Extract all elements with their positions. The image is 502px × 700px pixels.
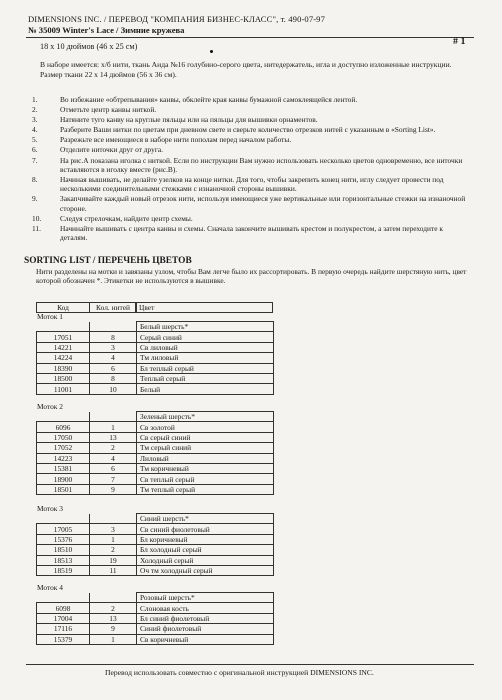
wool-color-cell: Синий шерсть* bbox=[137, 514, 274, 524]
sorting-list-description: Нити разделены на мотки и завязаны узлом, чтобы Вам легче было их рассортировать. В первую очередь найдите шерстяную нить, цвет которой обозначен *. Этикетки не используются в вышивке. bbox=[36, 267, 467, 286]
instruction-step bbox=[20, 175, 470, 194]
table-row bbox=[37, 555, 274, 565]
table-row bbox=[37, 603, 274, 613]
table-row bbox=[37, 634, 274, 644]
step-text: Закапчивайте каждый новый отрезок нити, используя имеющиеся уже вертикальные или горизонтальные стежки на изнаночной стороне. bbox=[60, 194, 466, 213]
count-cell: 2 bbox=[90, 443, 137, 453]
step-number: 2. bbox=[32, 105, 38, 115]
step-number: 5. bbox=[32, 135, 38, 145]
code-cell: 6098 bbox=[37, 603, 90, 613]
table-row bbox=[37, 363, 274, 373]
skein-group-table bbox=[36, 592, 274, 645]
code-cell: 18900 bbox=[37, 474, 90, 484]
table-row bbox=[37, 534, 274, 544]
skein-group-label: Моток 2 bbox=[37, 402, 63, 411]
skein-wool-row bbox=[37, 593, 274, 603]
table-row bbox=[37, 432, 274, 442]
table-row bbox=[37, 453, 274, 463]
count-cell: 9 bbox=[90, 624, 137, 634]
step-number: 6. bbox=[32, 145, 38, 155]
code-cell: 14223 bbox=[37, 453, 90, 463]
count-cell: 8 bbox=[90, 332, 137, 342]
count-cell: 4 bbox=[90, 453, 137, 463]
step-text: Разберите Ваши нитки по цветам при дневном свете и сверьте количество отрезков нитей с указанным в «Sorting List». bbox=[60, 125, 436, 135]
count-cell: 6 bbox=[90, 363, 137, 373]
instruction-step bbox=[20, 135, 470, 144]
color-cell: Тм коричневый bbox=[137, 463, 274, 473]
table-row bbox=[37, 463, 274, 473]
code-cell: 18500 bbox=[37, 373, 90, 383]
skein-wool-row bbox=[37, 412, 274, 422]
empty-cell bbox=[37, 412, 90, 422]
footer-rule bbox=[26, 664, 474, 665]
count-cell: 2 bbox=[90, 545, 137, 555]
color-cell: Св коричневый bbox=[137, 634, 274, 644]
count-cell: 10 bbox=[90, 384, 137, 394]
step-text: Следуя стрелочкам, найдите центр схемы. bbox=[60, 213, 193, 223]
color-cell: Тм лиловый bbox=[137, 353, 274, 363]
color-cell: Тм серый синий bbox=[137, 443, 274, 453]
color-cell: Холодный серый bbox=[137, 555, 274, 565]
column-header-count: Кол. нитей bbox=[89, 302, 137, 313]
instruction-step bbox=[20, 145, 470, 154]
count-cell: 8 bbox=[90, 373, 137, 383]
code-cell: 14224 bbox=[37, 353, 90, 363]
color-cell: Св серый синий bbox=[137, 432, 274, 442]
color-cell: Бл коричневый bbox=[137, 534, 274, 544]
skein-group-label: Моток 1 bbox=[37, 312, 63, 321]
step-text: Натяните туго канву на круглые пяльцы или на пяльцы для вышивки орнаментов. bbox=[60, 115, 318, 125]
skein-group-table bbox=[36, 411, 274, 495]
count-cell: 3 bbox=[90, 524, 137, 534]
color-cell: Св золотой bbox=[137, 422, 274, 432]
color-cell: Оч тм холодный серый bbox=[137, 565, 274, 575]
table-row bbox=[37, 484, 274, 494]
empty-cell bbox=[90, 322, 137, 332]
kit-contents-paragraph: В наборе имеется: х/б нити, ткань Аида №16 голубино-серого цвета, нитедержатель, игла и доступно изложенные инструкции. Размер ткани 22 x 14 дюймов (56 x 36 см). bbox=[40, 60, 452, 79]
count-cell: 1 bbox=[90, 422, 137, 432]
instruction-step bbox=[20, 156, 470, 175]
table-row bbox=[37, 443, 274, 453]
code-cell: 14221 bbox=[37, 342, 90, 352]
code-cell: 11001 bbox=[37, 384, 90, 394]
header-company-line: DIMENSIONS INC. / ПЕРЕВОД "КОМПАНИЯ БИЗНЕС-КЛАСС", т. 490-07-97 bbox=[28, 14, 325, 24]
step-number: 7. bbox=[32, 155, 38, 165]
color-cell: Св лиловый bbox=[137, 342, 274, 352]
step-text: Во избежание «обтрепывания» канвы, обклейте края канвы бумажной самоклеящейся лентой. bbox=[60, 95, 358, 104]
count-cell: 1 bbox=[90, 534, 137, 544]
color-cell: Бл холодный серый bbox=[137, 545, 274, 555]
count-cell: 3 bbox=[90, 342, 137, 352]
wool-color-cell: Зеленый шерсть* bbox=[137, 412, 274, 422]
empty-cell bbox=[90, 412, 137, 422]
skein-group-label: Моток 4 bbox=[37, 583, 63, 592]
code-cell: 18390 bbox=[37, 363, 90, 373]
skein-group-table bbox=[36, 321, 274, 395]
count-cell: 1 bbox=[90, 634, 137, 644]
count-cell: 7 bbox=[90, 474, 137, 484]
table-row bbox=[37, 524, 274, 534]
code-cell: 15376 bbox=[37, 534, 90, 544]
step-text: Разрежьте все имеющиеся в наборе нити пополам перед началом работы. bbox=[60, 135, 292, 145]
empty-cell bbox=[37, 593, 90, 603]
step-text: Начинайте вышивать с центра канвы и схемы. Сначала закончите вышивать крестом и полукрестом, а затем переходите к деталям. bbox=[60, 223, 443, 243]
color-cell: Слоновая кость bbox=[137, 603, 274, 613]
code-cell: 17050 bbox=[37, 432, 90, 442]
skein-wool-row bbox=[37, 322, 274, 332]
color-cell: Лиловый bbox=[137, 453, 274, 463]
page-number: # 1 bbox=[453, 36, 466, 47]
step-number: 4. bbox=[32, 125, 38, 135]
count-cell: 4 bbox=[90, 353, 137, 363]
step-number: 3. bbox=[32, 115, 38, 125]
table-row bbox=[37, 373, 274, 383]
color-cell: Тм теплый серый bbox=[137, 484, 274, 494]
instruction-step bbox=[20, 125, 470, 134]
code-cell: 17005 bbox=[37, 524, 90, 534]
scan-speck bbox=[210, 50, 213, 53]
table-row bbox=[37, 565, 274, 575]
code-cell: 15381 bbox=[37, 463, 90, 473]
instruction-step bbox=[20, 214, 470, 223]
column-header-color: Цвет bbox=[135, 302, 273, 313]
table-row bbox=[37, 613, 274, 623]
code-cell: 15379 bbox=[37, 634, 90, 644]
table-row bbox=[37, 353, 274, 363]
header-product-title: № 35009 Winter's Lace / Зимние кружева bbox=[28, 25, 185, 35]
table-row bbox=[37, 422, 274, 432]
code-cell: 18501 bbox=[37, 484, 90, 494]
step-number: 1. bbox=[32, 95, 38, 104]
step-text: Отделите ниточки друг от друга. bbox=[60, 145, 163, 155]
design-size: 18 x 10 дюймов (46 x 25 см) bbox=[40, 42, 138, 51]
instruction-step bbox=[20, 95, 470, 104]
step-number: 11. bbox=[32, 223, 41, 233]
skein-group-label: Моток 3 bbox=[37, 504, 63, 513]
empty-cell bbox=[37, 514, 90, 524]
color-cell: Св синий фиолетовый bbox=[137, 524, 274, 534]
step-number: 9. bbox=[32, 194, 38, 204]
footer-note: Перевод использовать совместно с оригинальной инструкцией DIMENSIONS INC. bbox=[105, 668, 374, 677]
instruction-step bbox=[20, 224, 470, 243]
step-number: 8. bbox=[32, 174, 38, 184]
header-rule bbox=[26, 37, 474, 38]
empty-cell bbox=[37, 322, 90, 332]
code-cell: 18519 bbox=[37, 565, 90, 575]
table-row bbox=[37, 332, 274, 342]
instruction-step bbox=[20, 105, 470, 114]
code-cell: 18510 bbox=[37, 545, 90, 555]
count-cell: 19 bbox=[90, 555, 137, 565]
code-cell: 17051 bbox=[37, 332, 90, 342]
step-number: 10. bbox=[32, 213, 42, 223]
instruction-step bbox=[20, 115, 470, 124]
step-text: На рис.А показана иголка с ниткой. Если по инструкции Вам нужно использовать несколько цветов одновременно, все ниточки вставляются в иголку вместе (рис.В). bbox=[60, 155, 463, 174]
table-row bbox=[37, 624, 274, 634]
wool-color-cell: Розовый шерсть* bbox=[137, 593, 274, 603]
code-cell: 6096 bbox=[37, 422, 90, 432]
step-text: Отметьте центр канвы ниткой. bbox=[60, 105, 157, 115]
wool-color-cell: Белый шерсть* bbox=[137, 322, 274, 332]
step-text: Начиная вышивать, не делайте узелков на конце нитки. Для того, чтобы закрепить конец нити, иглу следует провести под несколькими соединительными стежками с изнаночной стороны вышивки. bbox=[60, 174, 444, 194]
count-cell: 9 bbox=[90, 484, 137, 494]
color-cell: Белый bbox=[137, 384, 274, 394]
instruction-step bbox=[20, 194, 470, 213]
sorting-list-title: SORTING LIST / ПЕРЕЧЕНЬ ЦВЕТОВ bbox=[24, 256, 192, 266]
color-cell: Св теплый серый bbox=[137, 474, 274, 484]
table-row bbox=[37, 474, 274, 484]
color-cell: Бл синий фиолетовый bbox=[137, 613, 274, 623]
column-header-code: Код bbox=[36, 302, 90, 313]
table-row bbox=[37, 384, 274, 394]
code-cell: 17004 bbox=[37, 613, 90, 623]
instruction-steps-list bbox=[20, 95, 470, 243]
count-cell: 13 bbox=[90, 432, 137, 442]
code-cell: 17116 bbox=[37, 624, 90, 634]
color-cell: Синий фиолетовый bbox=[137, 624, 274, 634]
count-cell: 6 bbox=[90, 463, 137, 473]
count-cell: 11 bbox=[90, 565, 137, 575]
table-row bbox=[37, 342, 274, 352]
empty-cell bbox=[90, 514, 137, 524]
table-row bbox=[37, 545, 274, 555]
color-cell: Серый синий bbox=[137, 332, 274, 342]
code-cell: 18513 bbox=[37, 555, 90, 565]
skein-wool-row bbox=[37, 514, 274, 524]
count-cell: 2 bbox=[90, 603, 137, 613]
empty-cell bbox=[90, 593, 137, 603]
color-cell: Бл теплый серый bbox=[137, 363, 274, 373]
color-cell: Теплый серый bbox=[137, 373, 274, 383]
count-cell: 13 bbox=[90, 613, 137, 623]
skein-group-table bbox=[36, 513, 274, 576]
code-cell: 17052 bbox=[37, 443, 90, 453]
